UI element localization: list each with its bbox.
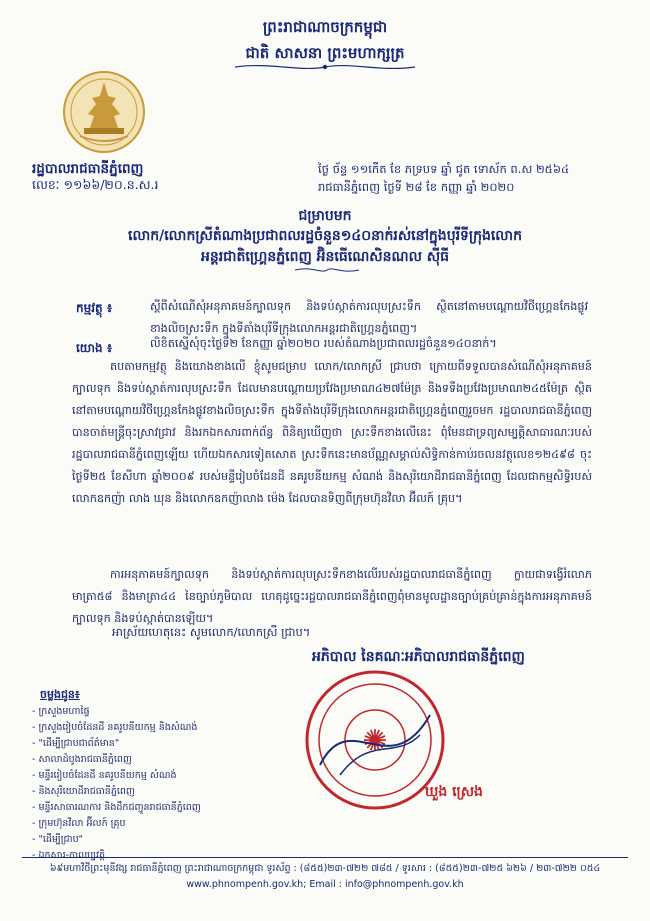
list-item: - "ដើម្បីជ្រាបជាព័ត៌មាន" bbox=[32, 736, 262, 752]
list-item: - ក្រសួងមហាផ្ទៃ bbox=[32, 704, 262, 720]
recipients-heading: ចម្លងជូន៖ bbox=[40, 688, 80, 701]
addressee-line-1: លោក/លោកស្រីតំណាងប្រជាពលរដ្ឋចំនួន១៤០នាក់រស់នៅក្នុងបុរីទីក្រុងលោក bbox=[128, 228, 522, 244]
footer-contact: www.phnompenh.gov.kh; Email : info@phnompenh.gov.kh bbox=[186, 879, 464, 890]
signatory-name: ឃួង ស្រេង bbox=[425, 784, 483, 800]
recipients-list bbox=[32, 704, 262, 864]
notice-title: ជម្រាបមក bbox=[298, 208, 352, 224]
list-item: - សាលាដំបូងរាជធានីភ្នំពេញ bbox=[32, 752, 262, 768]
addressee-line-2: អន្តរជាតិហ្គ្រេនភ្នំពេញ អ៊ិនធើណេសិនណល ស៊ីធី bbox=[200, 249, 450, 265]
city-seal-emblem bbox=[62, 70, 146, 154]
subject-text: ស្តីពីសំណើសុំអនុភាគមន៍ក្បាលទុក និងទប់ស្កាត់ការលុបស្រះទឹក ស្ថិតនៅតាមបណ្តោយវិថីហ្គ្រេនកែងផ្លូវខាងលិចស្រះទឹក ក្នុងទីតាំងបុរីទីក្រុងលោកអន្តរជាតិហ្គ្រេនភ្នំពេញ។ bbox=[150, 300, 588, 335]
body-paragraph-1: តបតាមកម្មវត្ថុ និងយោងខាងលើ ខ្ញុំសូមជម្រាប លោក/លោកស្រី ជ្រាបថា ក្រោយពីទទួលបានសំណើសុំអនុភាគមន៍ក្បាលទុក និងទប់ស្កាត់ការលុបស្រះទឹក ដែលមានបណ្តោយប្រវែងប្រមាណ៤២៧ម៉ែត្រ និងទទឹងប្រវែងប្រមាណ២៤៥ម៉ែត្រ ស្ថិតនៅតាមបណ្តោយវិថីហ្គ្រេនកែងផ្លូវខាងលិចស្រះទឹក ក្នុងទីតាំងបុរីទីក្រុងលោកអន្តរជាតិហ្គ្រេនភ្នំពេញរួចមក រដ្ឋបាលរាជធានីភ្នំពេញបានចាត់មន្រ្តីចុះស្រាវជ្រាវ និងរកឯកសារពាក់ព័ន្ធ ពិនិត្យឃើញថា ស្រះទឹកខាងលើនេះ ពុំមែនជាទ្រព្យសម្បត្តិសាធារណៈរបស់រដ្ឋបាលរាជធានីភ្នំពេញឡើយ ហើយឯកសារទៀតសោត ស្រះទឹកនេះមានប័ណ្ណសម្គាល់សិទ្ធិកាន់កាប់រចលនវត្ថុលេខ១២៤៩៨ ចុះថ្ងៃទី២៥ ខែសីហា ឆ្នាំ២០០៩ របស់មន្ទីរៀបចំដែនដី នគរូបនីយកម្ម សំណង់ និងសុរិយោដីរាជធានីភ្នំពេញ ដែលជាកម្មសិទ្ធិរបស់លោកឧកញ៉ា លាង ឃុន និងលោកឧកញ៉ាលាង ម៉េង ដែលបានទិញពីក្រុមហ៊ុនវិលា អ៊ីលក៍ គ្រុប។ bbox=[72, 360, 592, 505]
header-flourish bbox=[230, 62, 420, 72]
list-item: - "ដើម្បីជ្រាប" bbox=[32, 832, 262, 848]
solar-date: រាជធានីភ្នំពេញ ថ្ងៃទី ២៨ ខែ កញ្ញា ឆ្នាំ ២០២០ bbox=[318, 180, 515, 194]
reference-label: យោង ៖ bbox=[76, 341, 113, 355]
subject-label: កម្មវត្ថុ ៖ bbox=[76, 301, 113, 315]
issuing-authority: រដ្ឋបាលរាជធានីភ្នំពេញ bbox=[32, 161, 144, 177]
closing-line: អាស្រ័យហេតុនេះ សូមលោក/លោកស្រី ជ្រាប។ bbox=[112, 625, 311, 639]
list-item: - ក្រុមហ៊ុនវិលា អ៊ីលក៍ គ្រុប bbox=[32, 816, 262, 832]
reference-text: លិខិតស្នើសុំចុះថ្ងៃទី២ ខែកញ្ញា ឆ្នាំ២០២០ របស់តំណាងប្រជាពលរដ្ឋចំនួន១៤០នាក់។ bbox=[150, 337, 497, 350]
stamp-emblem: ✺ bbox=[362, 724, 388, 759]
kingdom-heading: ព្រះរាជាណាចក្រកម្ពុជា bbox=[262, 18, 388, 36]
list-item: - ក្រសួងរៀបចំដែនដី នគរូបនីយកម្ម និងសំណង់ bbox=[32, 720, 262, 736]
list-item: - ឯកសារ-កាលប្បវត្តិ bbox=[32, 848, 262, 864]
lunar-date: ថ្ងៃ ច័ន្ទ ១១កើត ខែ ភទ្របទ ឆ្នាំ ជូត ទោស័ក ព.ស ២៥៦៤ bbox=[318, 162, 570, 176]
list-item: - មន្ទីរសាធារណការ និងដឹកជញ្ជូនរាជធានីភ្នំពេញ bbox=[32, 800, 262, 816]
footer-address: ៦៩មហាវិថីព្រះមុនីវង្ស រាជធានីភ្នំពេញ ព្រះរាជាណាចក្រកម្ពុជា ទូរស័ព្ទ : (៨៥៥)២៣-៧២២ ៧៨៥ / ទូរសារ : (៨៥៥)២៣-៧២៥ ៦២៦ / ២៣-៧២២ ០៥៤ bbox=[49, 863, 601, 874]
signatory-title: អភិបាល នៃគណៈអភិបាលរាជធានីភ្នំពេញ bbox=[312, 649, 525, 665]
footer-divider bbox=[22, 857, 628, 858]
body-paragraph-2: ការអនុភាគមន៍ក្បាលទុក និងទប់ស្កាត់ការលុបស្រះទឹកខាងលើរបស់រដ្ឋបាលរាជធានីភ្នំពេញ ក្លាយជាទង្វើរំលោភមាត្រា៥៨ និងមាត្រា៤៤ នៃច្បាប់ភូមិបាល ហេតុដូច្នេះរដ្ឋបាលរាជធានីភ្នំពេញពុំមានមូលដ្ឋានច្បាប់គ្រប់គ្រាន់ក្នុងការអនុភាគមន៍ក្បាលទុក និងទប់ស្កាត់បានឡើយ។ bbox=[72, 568, 592, 625]
title-flourish bbox=[292, 266, 362, 274]
reference-number: លេខៈ ១១៦៦/២០.ន.ស.រ bbox=[32, 177, 159, 192]
list-item: - មន្ទីររៀបចំដែនដី នគរូបនីយកម្ម សំណង់ bbox=[32, 768, 262, 784]
national-motto: ជាតិ សាសនា ព្រះមហាក្សត្រ bbox=[245, 44, 405, 62]
list-item: - និងសុរិយោដីរាជធានីភ្នំពេញ bbox=[32, 784, 262, 800]
